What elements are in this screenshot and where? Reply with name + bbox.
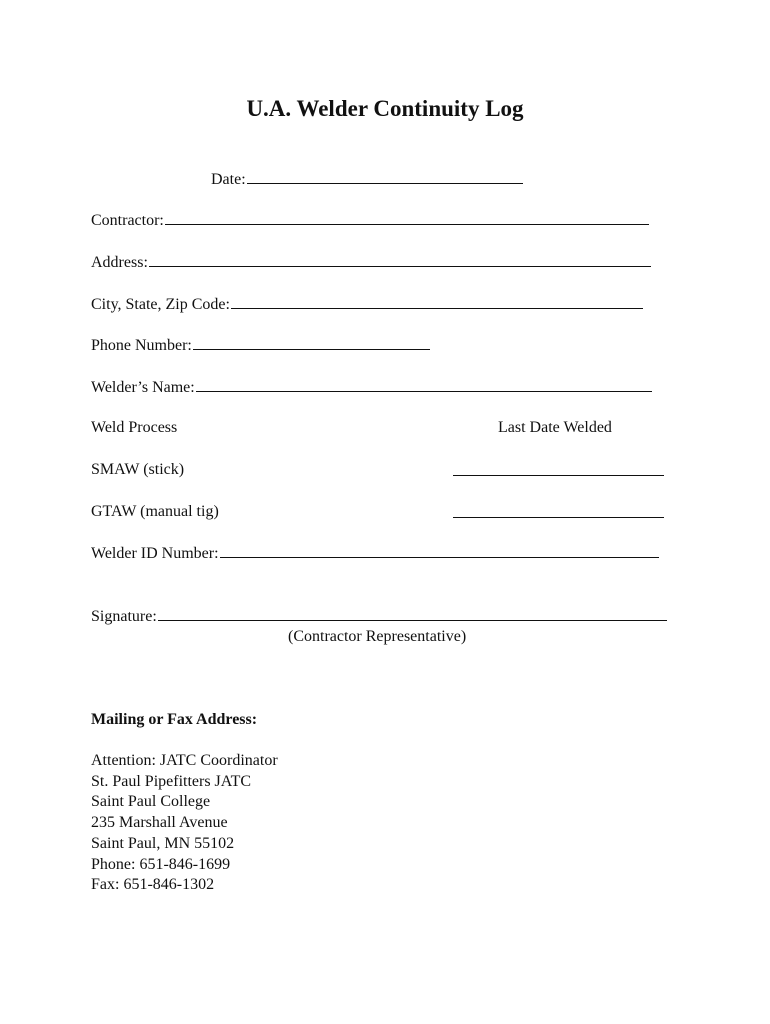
signature-note: (Contractor Representative) xyxy=(288,628,467,645)
welders-name-label: Welder’s Name: xyxy=(91,379,195,396)
address-label: Address: xyxy=(91,254,148,271)
city-state-zip-field[interactable] xyxy=(231,294,643,309)
address-line-street: 235 Marshall Avenue xyxy=(91,814,228,832)
smaw-date-field[interactable] xyxy=(453,474,664,476)
city-state-zip-label: City, State, Zip Code: xyxy=(91,296,230,313)
address-line-attention: Attention: JATC Coordinator xyxy=(91,752,278,769)
signature-label: Signature: xyxy=(91,608,157,625)
contractor-label: Contractor: xyxy=(91,212,164,229)
smaw-label: SMAW (stick) xyxy=(91,461,185,478)
address-line-phone: Phone: 651-846-1699 xyxy=(91,855,231,873)
welder-id-field[interactable] xyxy=(220,543,659,558)
phone-number-row xyxy=(91,335,430,356)
contractor-field[interactable] xyxy=(165,210,649,225)
gtaw-label: GTAW (manual tig) xyxy=(91,503,219,520)
welders-name-field[interactable] xyxy=(196,377,652,392)
address-line-fax: Fax: 651-846-1302 xyxy=(91,876,215,894)
city-state-zip-row xyxy=(91,294,643,315)
address-line-city: Saint Paul, MN 55102 xyxy=(91,834,235,852)
form-title: U.A. Welder Continuity Log xyxy=(246,96,524,121)
address-row xyxy=(91,252,651,273)
address-line-organization: St. Paul Pipefitters JATC xyxy=(91,772,252,790)
gtaw-date-field[interactable] xyxy=(453,516,664,518)
phone-number-field[interactable] xyxy=(193,335,430,350)
welder-id-row xyxy=(91,543,659,564)
contractor-row xyxy=(91,210,649,231)
mailing-address xyxy=(91,751,278,896)
phone-number-label: Phone Number: xyxy=(91,337,192,354)
signature-field[interactable] xyxy=(158,606,667,621)
address-field[interactable] xyxy=(149,252,651,267)
date-row xyxy=(211,169,523,190)
address-line-college: Saint Paul College xyxy=(91,793,211,811)
date-field[interactable] xyxy=(247,169,523,184)
weld-process-header: Weld Process xyxy=(91,419,178,436)
signature-row xyxy=(91,606,667,627)
welder-id-label: Welder ID Number: xyxy=(91,545,219,562)
welders-name-row xyxy=(91,377,652,398)
last-date-welded-header: Last Date Welded xyxy=(498,419,612,436)
date-label: Date: xyxy=(211,171,246,188)
mailing-heading: Mailing or Fax Address: xyxy=(91,711,258,728)
